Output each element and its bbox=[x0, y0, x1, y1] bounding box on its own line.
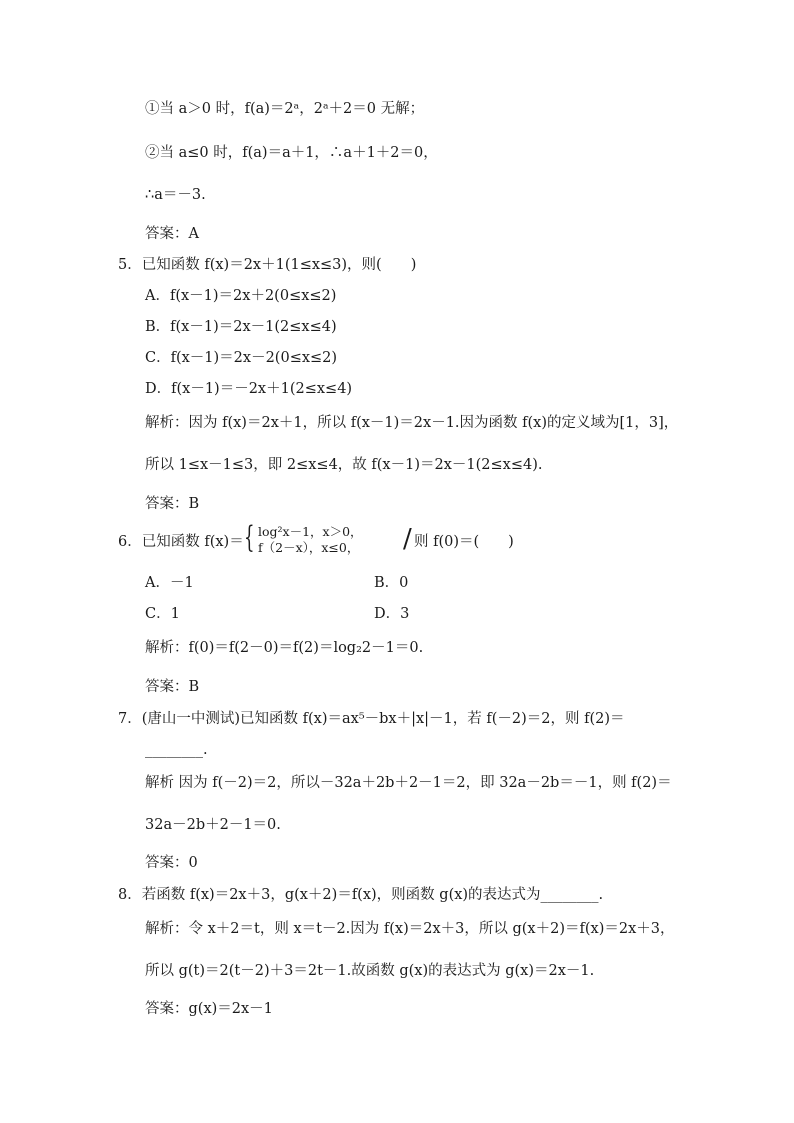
solution-7-line-2: 32a－2b＋2－1＝0. bbox=[145, 817, 281, 833]
question-6-stem: 6．已知函数 f(x)＝ bbox=[118, 534, 244, 550]
solution-6: 解析：f(0)＝f(2－0)＝f(2)＝log₂2－1＝0. bbox=[145, 640, 424, 656]
solution-case-1: ①当 a＞0 时，f(a)＝2ᵃ，2ᵃ＋2＝0 无解； bbox=[145, 101, 425, 117]
solution-case-2: ②当 a≤0 时，f(a)＝a＋1，∴a＋1＋2＝0， bbox=[145, 145, 438, 161]
answer-4: 答案：A bbox=[145, 226, 199, 242]
question-6-option-d: D．3 bbox=[374, 606, 410, 622]
question-5-option-a: A．f(x－1)＝2x＋2(0≤x≤2) bbox=[145, 288, 337, 304]
question-7-stem: 7．(唐山一中测试)已知函数 f(x)＝ax⁵－bx＋|x|－1，若 f(－2)＝2，则 f(2)＝ bbox=[118, 711, 625, 727]
question-5-option-c: C．f(x－1)＝2x－2(0≤x≤2) bbox=[145, 350, 338, 366]
answer-5: 答案：B bbox=[145, 496, 200, 512]
solution-conclusion: ∴a＝－3. bbox=[145, 187, 206, 203]
question-7-blank: ________. bbox=[145, 742, 208, 758]
question-6-tail: 则 f(0)＝( ) bbox=[414, 534, 514, 550]
piecewise-close-bar: / bbox=[403, 524, 412, 554]
piecewise-brace: { bbox=[244, 520, 255, 555]
question-8-stem: 8．若函数 f(x)＝2x＋3，g(x＋2)＝f(x)，则函数 g(x)的表达式为________. bbox=[118, 887, 604, 903]
solution-5-line-2: 所以 1≤x－1≤3，即 2≤x≤4，故 f(x－1)＝2x－1(2≤x≤4). bbox=[145, 457, 543, 473]
answer-8: 答案：g(x)＝2x－1 bbox=[145, 1001, 273, 1017]
solution-8-line-2: 所以 g(t)＝2(t－2)＋3＝2t－1.故函数 g(x)的表达式为 g(x)＝2x－1. bbox=[145, 963, 595, 979]
question-6-option-b: B．0 bbox=[374, 575, 409, 591]
question-5-option-b: B．f(x－1)＝2x－1(2≤x≤4) bbox=[145, 319, 337, 335]
question-6-piece-1: log²x－1，x＞0， bbox=[258, 524, 363, 539]
question-6-option-c: C．1 bbox=[145, 606, 180, 622]
question-5-stem: 5．已知函数 f(x)＝2x＋1(1≤x≤3)，则( ) bbox=[118, 257, 417, 273]
question-6-option-a: A．－1 bbox=[145, 575, 194, 591]
solution-7-line-1: 解析 因为 f(－2)＝2，所以－32a＋2b＋2－1＝2，即 32a－2b＝－1，则 f(2)＝ bbox=[145, 775, 672, 791]
solution-5-line-1: 解析：因为 f(x)＝2x＋1，所以 f(x－1)＝2x－1.因为函数 f(x)的定义域为[1，3]， bbox=[145, 415, 679, 431]
answer-6: 答案：B bbox=[145, 679, 200, 695]
answer-7: 答案：0 bbox=[145, 855, 198, 871]
question-6-piece-2: f（2－x），x≤0， bbox=[258, 540, 360, 555]
solution-8-line-1: 解析：令 x＋2＝t，则 x＝t－2.因为 f(x)＝2x＋3，所以 g(x＋2)＝f(x)＝2x＋3， bbox=[145, 921, 675, 937]
question-5-option-d: D．f(x－1)＝－2x＋1(2≤x≤4) bbox=[145, 381, 353, 397]
